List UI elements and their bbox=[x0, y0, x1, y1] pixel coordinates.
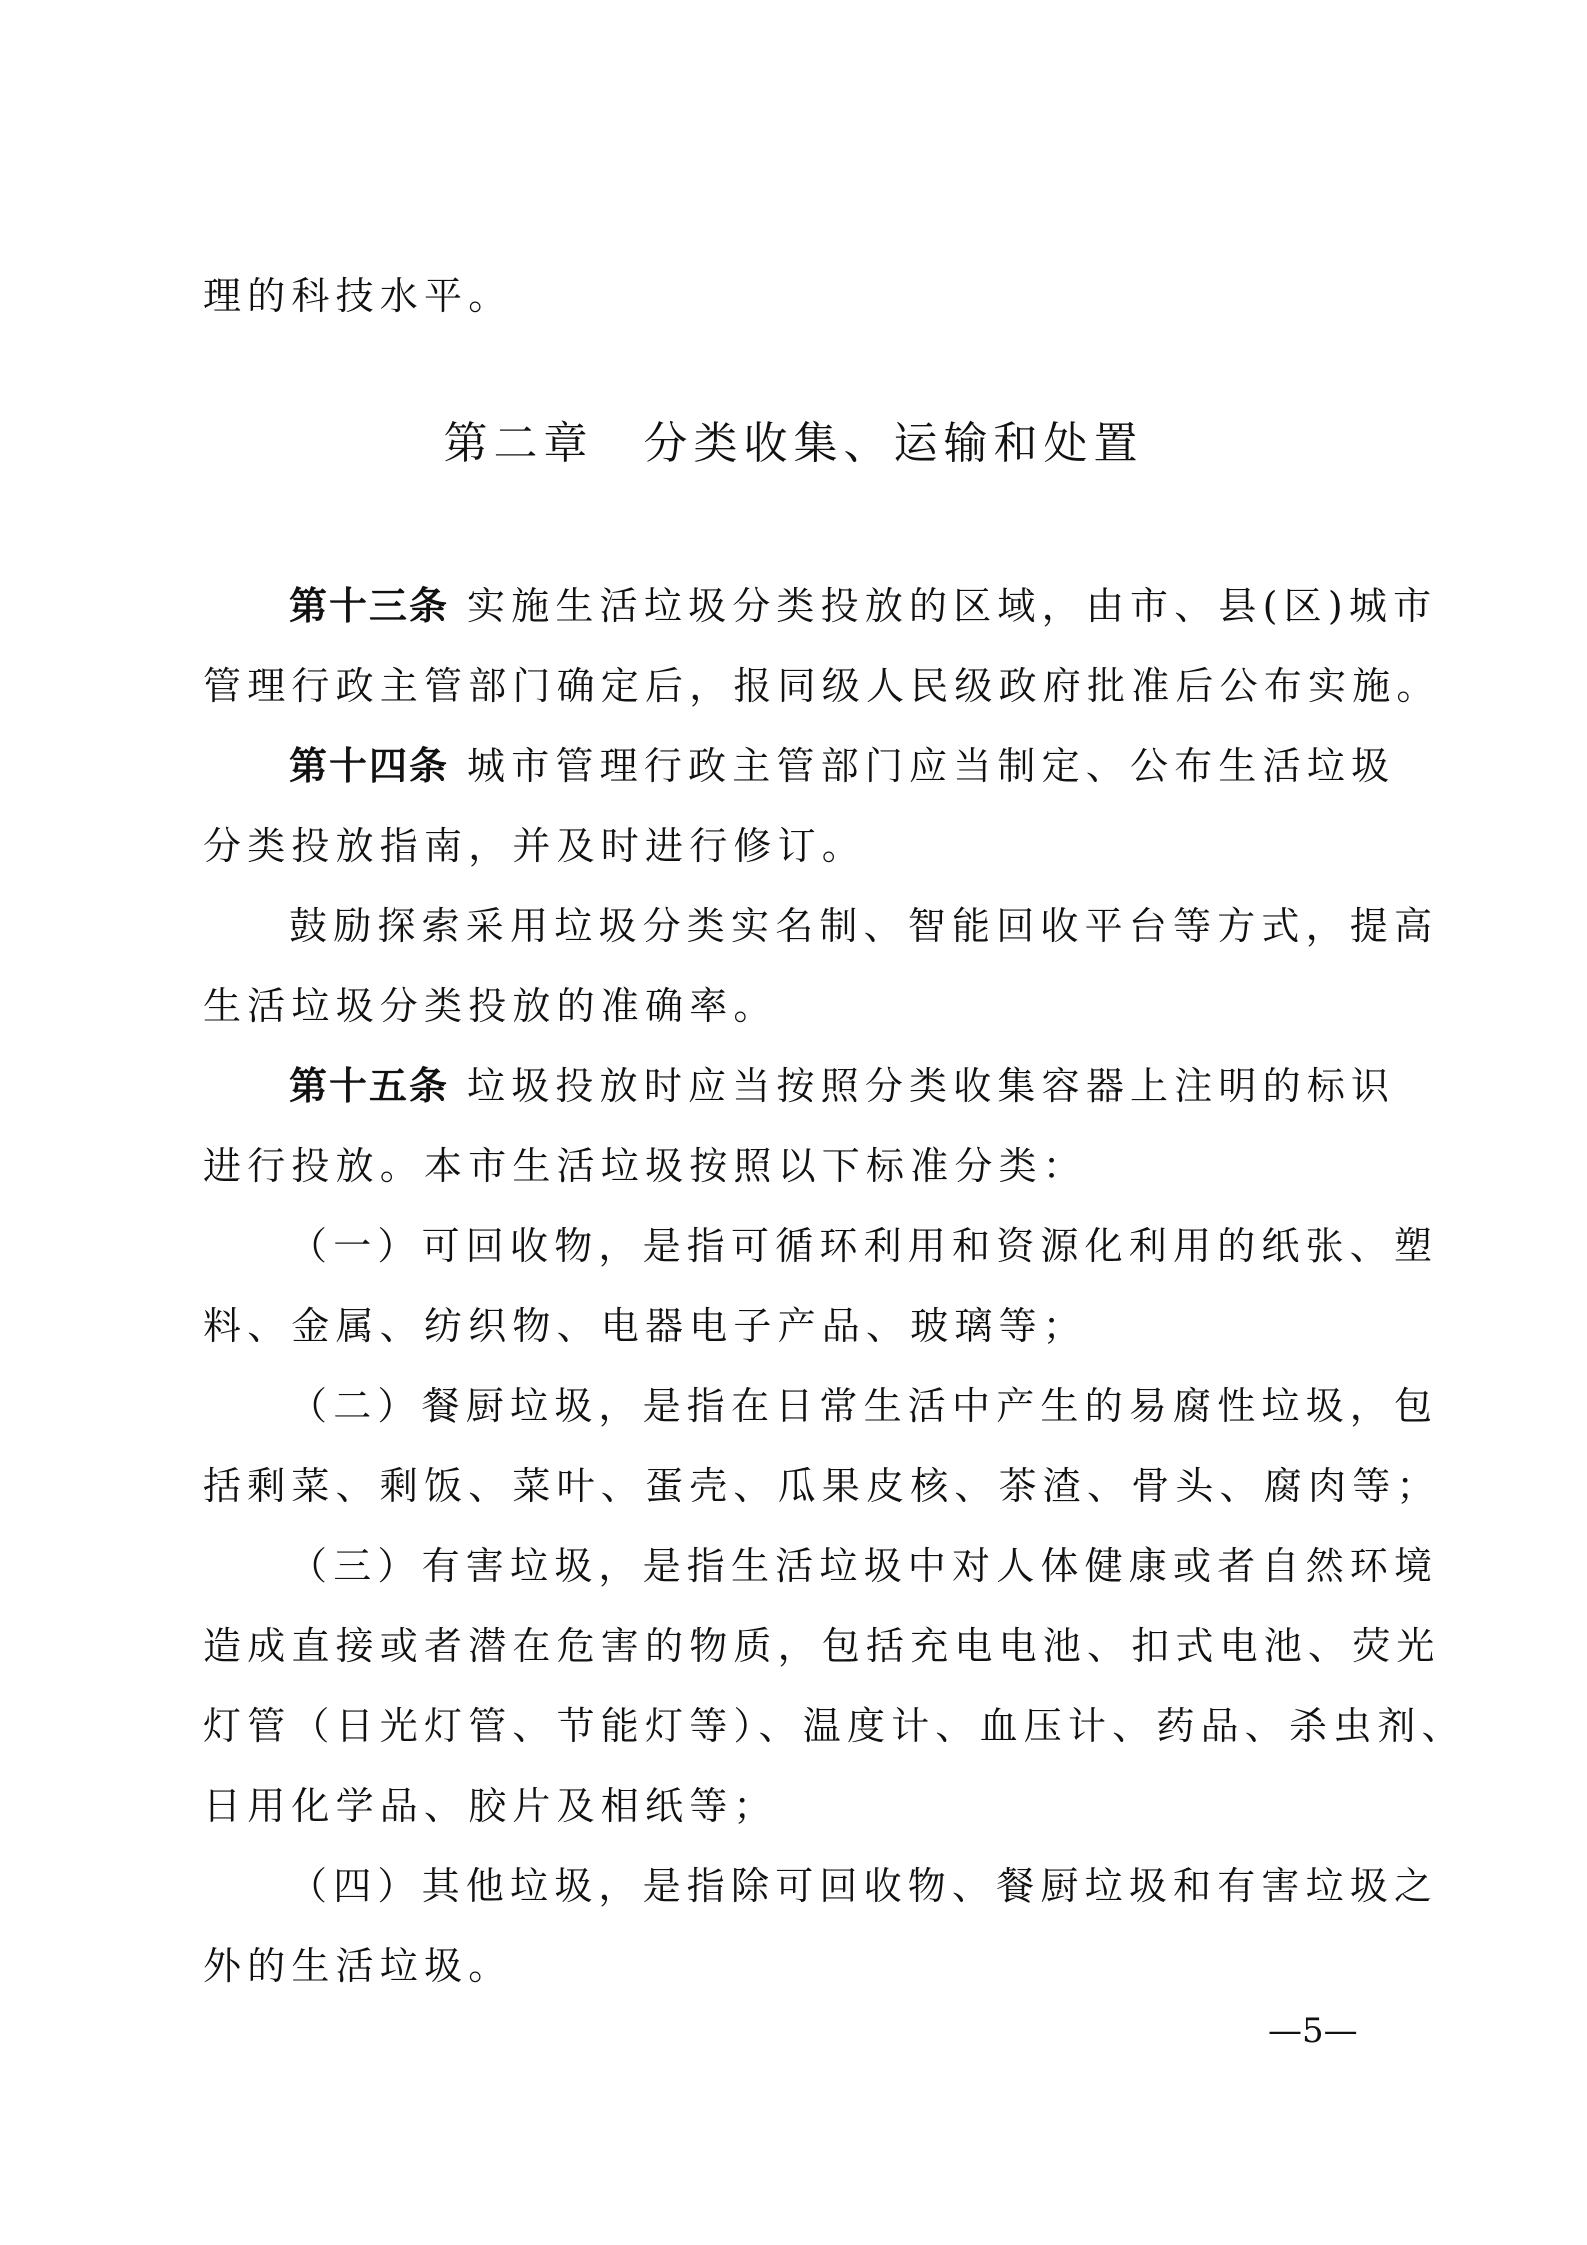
article-14-para2-line-1: 鼓励探索采用垃圾分类实名制、智能回收平台等方式，提高 bbox=[289, 904, 1439, 948]
article-15-item-2-line-2: 括剩菜、剩饭、菜叶、蛋壳、瓜果皮核、茶渣、骨头、腐肉等； bbox=[203, 1464, 1441, 1508]
article-15-item-2-line-1: （二）餐厨垃圾，是指在日常生活中产生的易腐性垃圾，包 bbox=[289, 1384, 1439, 1428]
article-15-line-1 bbox=[289, 1063, 1396, 1109]
article-15-item-3-line-4: 日用化学品、胶片及相纸等； bbox=[203, 1784, 778, 1828]
article-14-text-1: 城市管理行政主管部门应当制定、公布生活垃圾 bbox=[467, 744, 1396, 788]
article-14-para2-line-2: 生活垃圾分类投放的准确率。 bbox=[203, 984, 778, 1028]
article-15-text-1: 垃圾投放时应当按照分类收集容器上注明的标识 bbox=[467, 1064, 1396, 1108]
article-13-line-1 bbox=[289, 583, 1438, 629]
article-15-item-4-line-1: （四）其他垃圾，是指除可回收物、餐厨垃圾和有害垃圾之 bbox=[289, 1864, 1439, 1908]
article-15-item-1-line-1: （一）可回收物，是指可循环利用和资源化利用的纸张、塑 bbox=[289, 1224, 1439, 1268]
article-15-item-3-line-2: 造成直接或者潜在危害的物质，包括充电电池、扣式电池、荧光 bbox=[203, 1624, 1441, 1668]
article-13-text-1: 实施生活垃圾分类投放的区域，由市、县(区)城市 bbox=[467, 584, 1438, 628]
article-14-label: 第十四条 bbox=[289, 744, 450, 788]
article-13-label: 第十三条 bbox=[289, 584, 450, 628]
article-15-item-3-line-1: （三）有害垃圾，是指生活垃圾中对人体健康或者自然环境 bbox=[289, 1544, 1439, 1588]
article-15-item-3-line-3: 灯管（日光灯管、节能灯等）、温度计、血压计、药品、杀虫剂、 bbox=[203, 1704, 1466, 1748]
chapter-title: 第二章 分类收集、运输和处置 bbox=[443, 418, 1144, 469]
article-13-line-2: 管理行政主管部门确定后，报同级人民级政府批准后公布实施。 bbox=[203, 664, 1441, 708]
article-14-line-1 bbox=[289, 743, 1396, 789]
page-number: —5— bbox=[1268, 2011, 1358, 2051]
article-15-item-1-line-2: 料、金属、纺织物、电器电子产品、玻璃等； bbox=[203, 1304, 1088, 1348]
article-14-line-2: 分类投放指南，并及时进行修订。 bbox=[203, 824, 867, 868]
article-15-label: 第十五条 bbox=[289, 1064, 450, 1108]
article-15-line-2: 进行投放。本市生活垃圾按照以下标准分类： bbox=[203, 1144, 1088, 1188]
continuation-text: 理的科技水平。 bbox=[203, 274, 513, 318]
article-15-item-4-line-2: 外的生活垃圾。 bbox=[203, 1944, 513, 1988]
